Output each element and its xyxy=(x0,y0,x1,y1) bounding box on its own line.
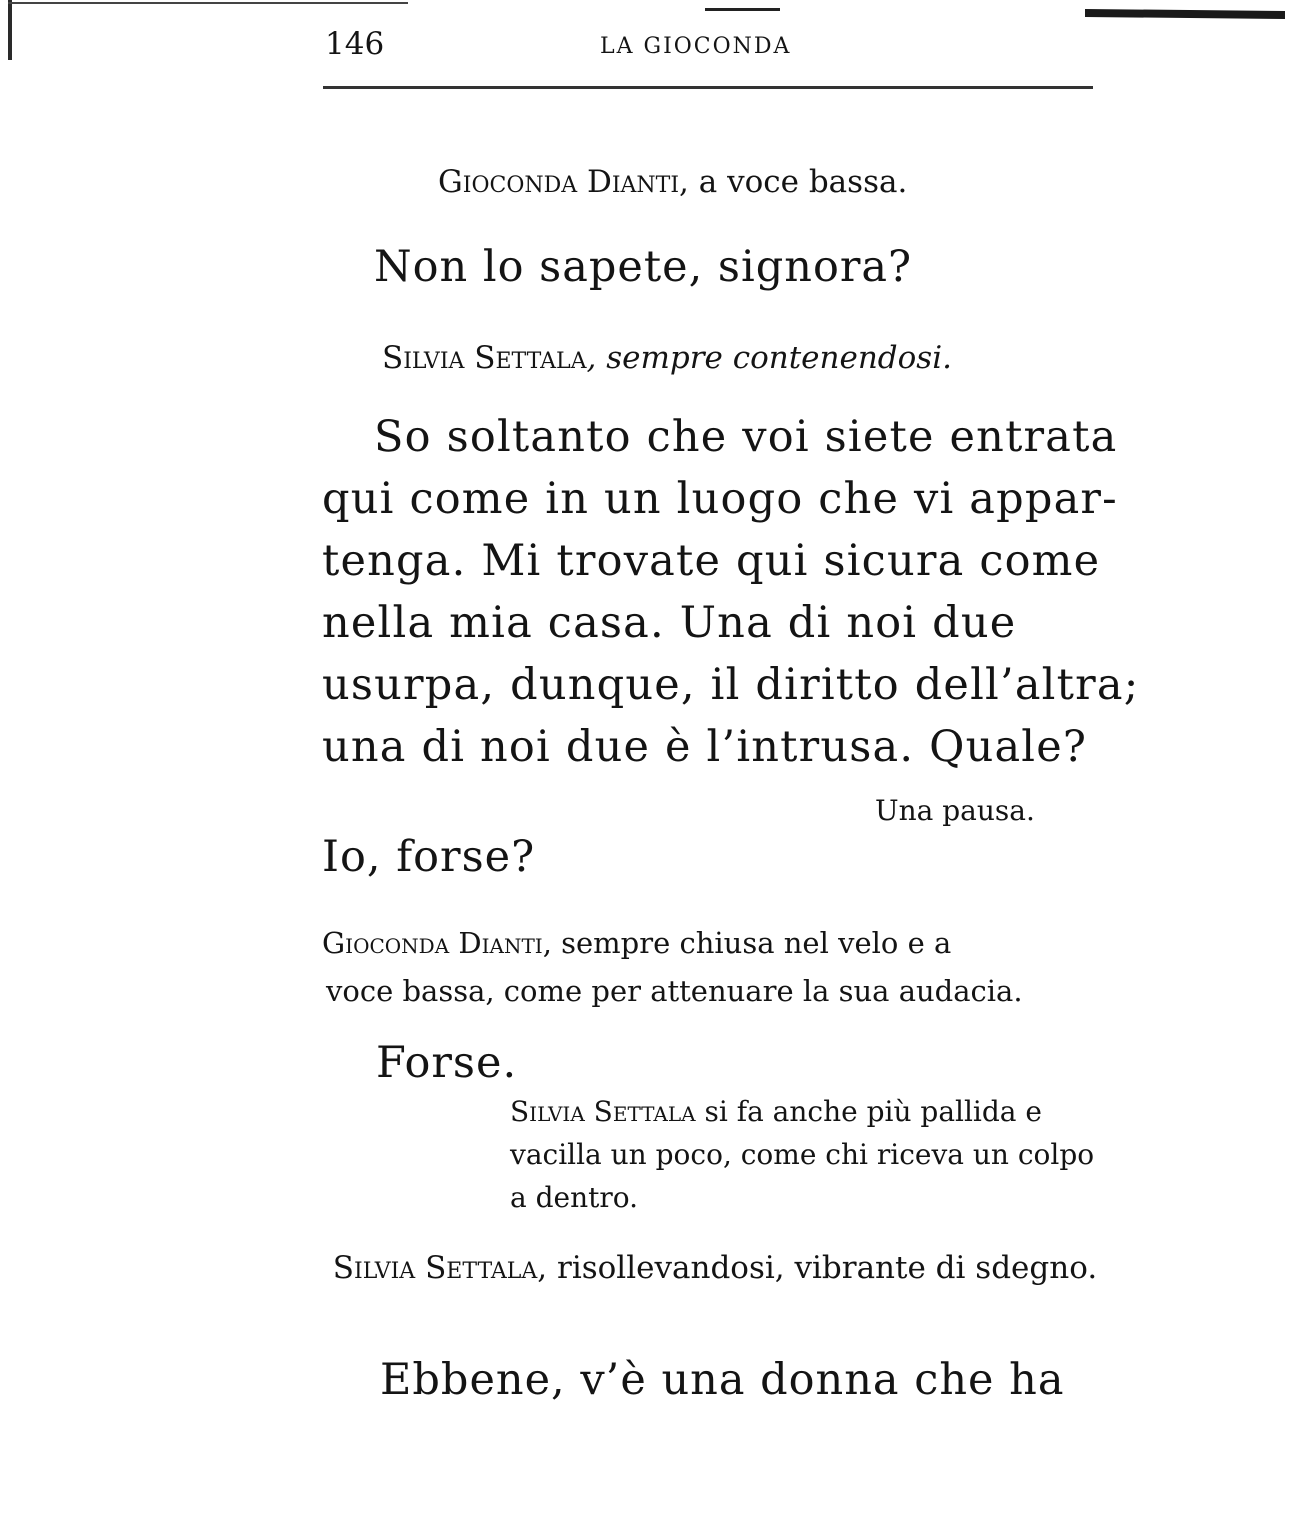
scan-edge-top xyxy=(8,2,408,4)
paragraph-line-3: tenga. Mi trovate qui sicura come xyxy=(322,536,1101,586)
stage-speaker-name: Silvia Settala xyxy=(510,1095,696,1128)
paragraph-line-1: So soltanto che voi siete entrata xyxy=(374,412,1118,462)
speaker-direction-continued: voce bassa, come per attenuare la sua audacia. xyxy=(326,974,1023,1008)
speaker-direction: , a voce bassa. xyxy=(679,164,908,200)
dialogue-line-1: Non lo sapete, signora? xyxy=(374,242,913,292)
page-number: 146 xyxy=(325,26,385,62)
scan-edge-right xyxy=(1085,9,1285,19)
speaker-last-name: Settala xyxy=(425,1250,538,1286)
header-rule xyxy=(323,86,1093,89)
speaker-last-name: Dianti xyxy=(458,926,543,960)
dialogue-line-2: Io, forse? xyxy=(322,832,536,882)
stage-direction-text: si fa anche più pallida e vacilla un poco, come chi riceva un colpo a dentro. xyxy=(510,1095,1095,1214)
speaker-last-name: Settala xyxy=(474,340,587,376)
running-title: LA GIOCONDA xyxy=(600,34,792,59)
speaker-heading-gioconda-1 xyxy=(438,164,907,200)
speaker-direction: , sempre chiusa nel velo e a xyxy=(542,926,952,960)
speaker-heading-silvia-2 xyxy=(320,1247,1110,1289)
speaker-first-name: Silvia xyxy=(382,340,465,376)
speaker-first-name: Gioconda xyxy=(322,926,450,960)
speaker-last-name: Dianti xyxy=(587,164,680,200)
paragraph-line-6: una di noi due è l’intrusa. Quale? xyxy=(322,722,1088,772)
speaker-heading-gioconda-2 xyxy=(322,926,951,960)
speaker-direction: , sempre contenendosi. xyxy=(586,340,952,376)
speaker-heading-silvia-1 xyxy=(382,340,952,376)
speaker-direction: , risollevandosi, vibrante di sdegno. xyxy=(537,1250,1098,1286)
paragraph-line-4: nella mia casa. Una di noi due xyxy=(322,598,1017,648)
dialogue-line-3: Forse. xyxy=(376,1038,518,1088)
paragraph-line-2: qui come in un luogo che vi appar- xyxy=(322,474,1118,524)
speaker-first-name: Silvia xyxy=(332,1250,416,1286)
stage-direction-pause: Una pausa. xyxy=(875,794,1035,827)
scan-edge-left xyxy=(8,0,12,60)
stage-direction-silvia xyxy=(510,1090,1100,1219)
dialogue-line-4: Ebbene, v’è una donna che ha xyxy=(380,1355,1065,1405)
scan-edge-top-mark xyxy=(705,8,780,11)
speaker-first-name: Gioconda xyxy=(438,164,578,200)
paragraph-line-5: usurpa, dunque, il diritto dell’altra; xyxy=(322,660,1140,710)
